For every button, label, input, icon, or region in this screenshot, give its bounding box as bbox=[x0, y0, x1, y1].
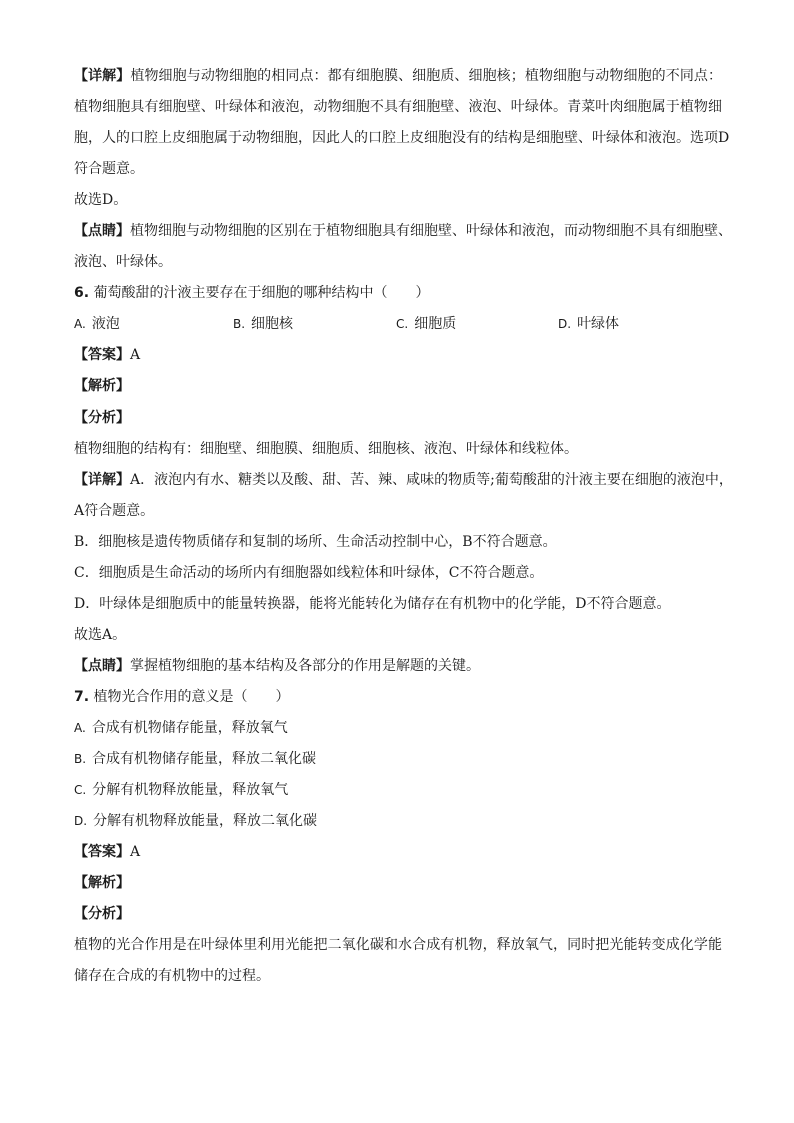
tip-tag: 【 点睛 】 bbox=[74, 658, 130, 674]
detail-tag: 【 详解 】 bbox=[74, 68, 130, 84]
question-7-option-c: C. 分解有机物释放能量，释放氧气 bbox=[74, 782, 289, 798]
question-6-option-b: B. 细胞核 bbox=[233, 316, 294, 332]
question-number: 6. bbox=[74, 285, 90, 301]
answer-tag: 【 答案 】 bbox=[74, 844, 130, 860]
conclusion-text: 故选D。 bbox=[74, 192, 128, 208]
answer-value: A bbox=[130, 844, 141, 860]
detail-paragraph-line: 胞，人的口腔上皮细胞属于动物细胞，因此人的口腔上皮细胞没有的结构是细胞壁、叶绿体和液泡。选项D bbox=[74, 130, 730, 146]
detail-tag: 【 详解 】 bbox=[74, 472, 130, 488]
question-6-tip: 【 点睛 】 掌握植物细胞的基本结构及各部分的作用是解题的关键。 bbox=[74, 656, 480, 676]
question-7-option-d: D. 分解有机物释放能量，释放二氧化碳 bbox=[74, 813, 318, 829]
question-7-analysis-heading: 【 解析 】 bbox=[74, 873, 130, 893]
question-7-stem: 7. 植物光合作用的意义是（ ） bbox=[74, 689, 290, 705]
question-6-conclusion: 故选A。 bbox=[74, 627, 127, 643]
question-6-option-d: D. 叶绿体 bbox=[558, 316, 620, 332]
tip-paragraph-line: 【 点睛 】 植物细胞与动物细胞的区别在于植物细胞具有细胞壁、叶绿体和液泡，而动物细胞不具有细胞壁、 bbox=[74, 221, 722, 241]
question-6-analysis-heading: 【 解析 】 bbox=[74, 376, 130, 396]
question-7-option-a: A. 合成有机物储存能量，释放氧气 bbox=[74, 720, 288, 736]
detail-paragraph-line: 符合题意。 bbox=[74, 161, 144, 177]
tip-paragraph-line: 液泡、叶绿体。 bbox=[74, 254, 172, 270]
answer-value: A bbox=[130, 347, 141, 363]
tip-tag: 【 点睛 】 bbox=[74, 223, 130, 239]
question-6-fenxi-text: 植物细胞的结构有：细胞壁、细胞膜、细胞质、细胞核、液泡、叶绿体和线粒体。 bbox=[74, 441, 578, 457]
detail-paragraph-line: 植物细胞具有细胞壁、叶绿体和液泡，动物细胞不具有细胞壁、液泡、叶绿体。青菜叶肉细胞属于植物细 bbox=[74, 99, 722, 115]
question-7-fenxi-line: 储存在合成的有机物中的过程。 bbox=[74, 968, 270, 984]
question-number: 7. bbox=[74, 689, 90, 705]
question-6-fenxi-heading: 【 分析 】 bbox=[74, 408, 130, 428]
question-6-detail-line: C．细胞质是生命活动的场所内有细胞器如线粒体和叶绿体，C不符合题意。 bbox=[74, 565, 544, 581]
question-7-answer bbox=[74, 842, 140, 862]
question-6-detail-line: B．细胞核是遗传物质储存和复制的场所、生命活动控制中心，B不符合题意。 bbox=[74, 534, 557, 550]
detail-paragraph-line: 【 详解 】 植物细胞与动物细胞的相同点：都有细胞膜、细胞质、细胞核；植物细胞与动物细胞的不同点： bbox=[74, 66, 722, 86]
question-7-fenxi-heading: 【 分析 】 bbox=[74, 904, 130, 924]
question-6-detail-line: 【 详解 】 A．液泡内有水、糖类以及酸、甜、苦、辣、咸味的物质等;葡萄酸甜的汁液主要在细胞的液泡中， bbox=[74, 470, 722, 490]
question-6-option-c: C. 细胞质 bbox=[396, 316, 457, 332]
answer-tag: 【 答案 】 bbox=[74, 347, 130, 363]
question-7-fenxi-line: 植物的光合作用是在叶绿体里利用光能把二氧化碳和水合成有机物，释放氧气，同时把光能转变成化学能 bbox=[74, 937, 722, 953]
question-6-detail-line: A符合题意。 bbox=[74, 503, 155, 519]
question-6-detail-line: D．叶绿体是细胞质中的能量转换器，能将光能转化为储存在有机物中的化学能，D不符合题意。 bbox=[74, 596, 671, 612]
question-6-stem: 6. 葡萄酸甜的汁液主要存在于细胞的哪种结构中（ ） bbox=[74, 285, 430, 301]
question-7-option-b: B. 合成有机物储存能量，释放二氧化碳 bbox=[74, 751, 317, 767]
question-6-option-a: A. 液泡 bbox=[74, 316, 120, 332]
question-6-answer bbox=[74, 345, 140, 365]
